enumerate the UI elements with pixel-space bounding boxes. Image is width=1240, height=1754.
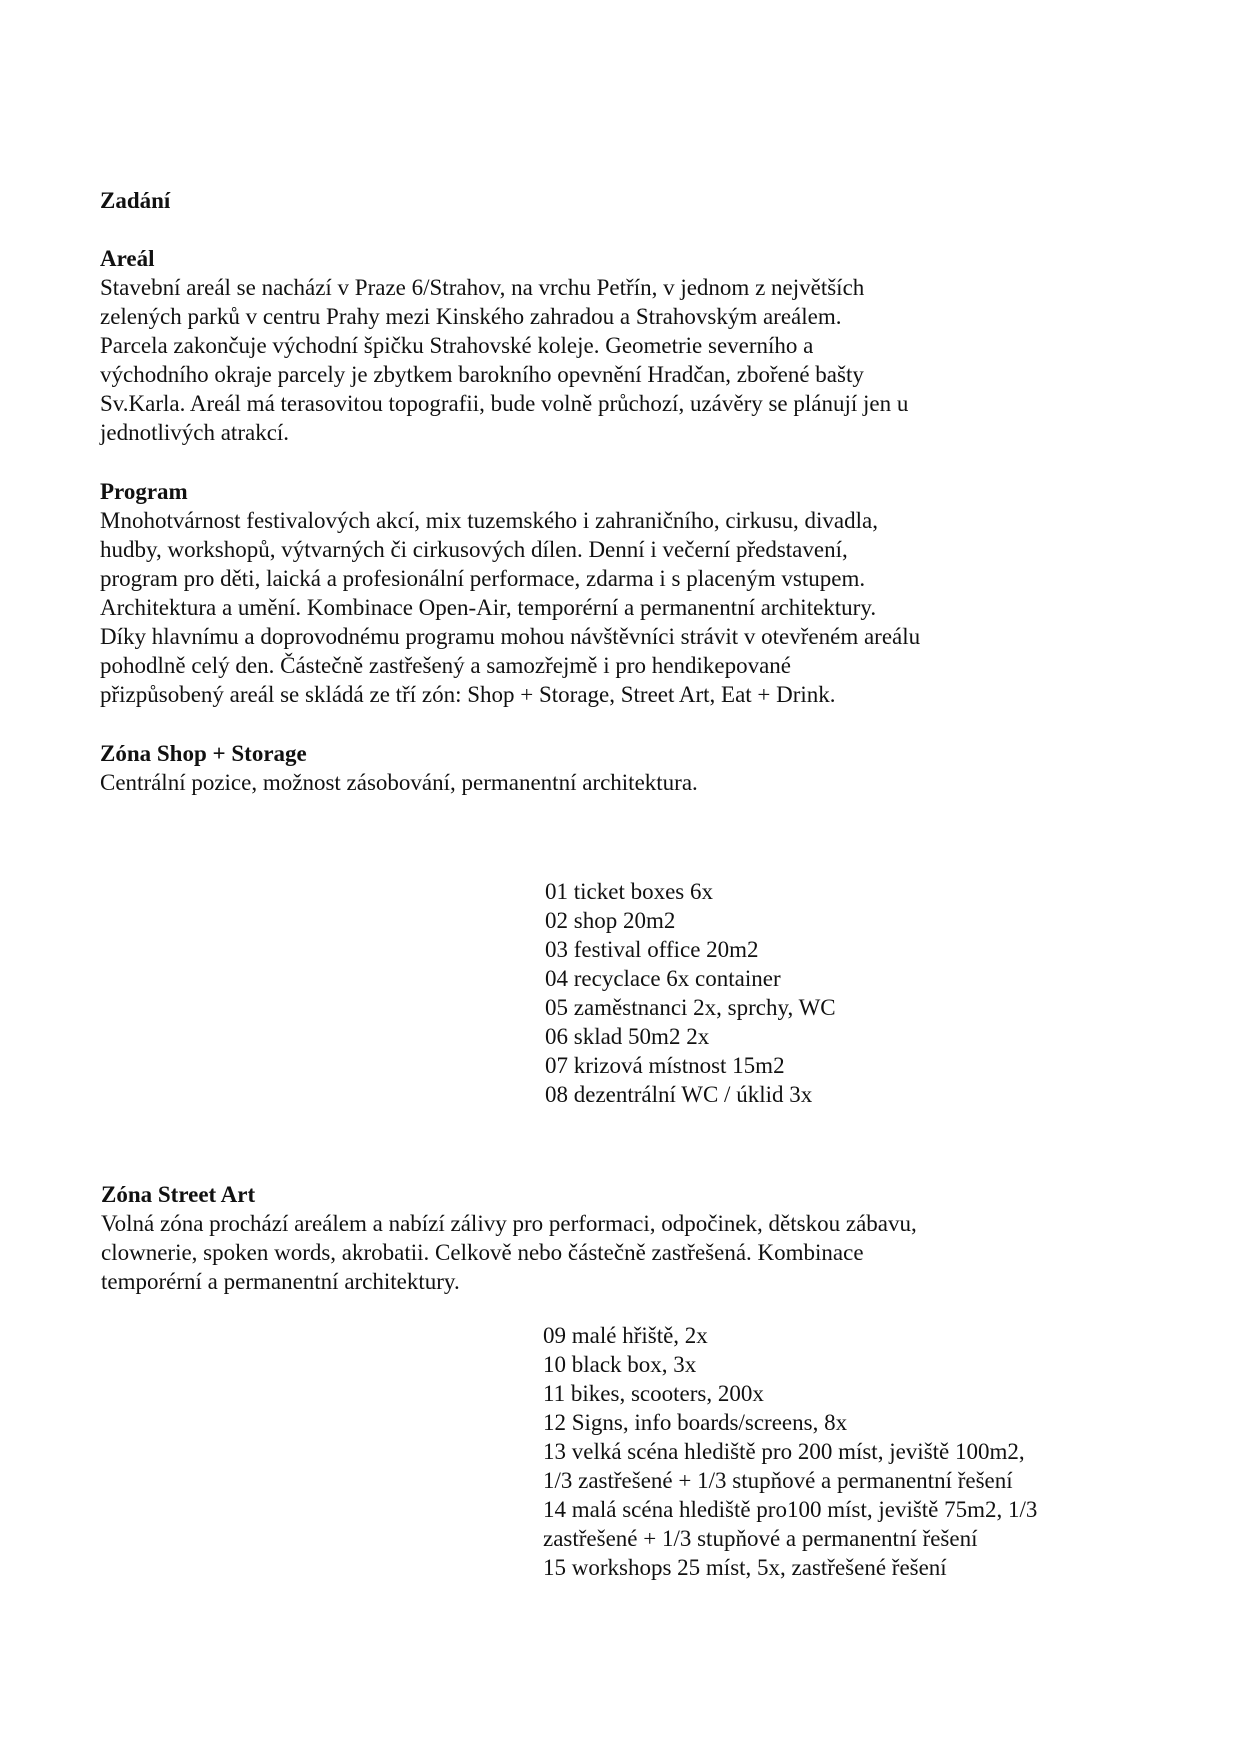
title-text: Zadání: [100, 188, 171, 213]
paragraph-line: pohodlně celý den. Částečně zastřešený a samozřejmě i pro hendikepované: [100, 653, 792, 678]
paragraph-line: zelených parků v centru Prahy mezi Kinského zahradou a Strahovským areálem.: [100, 304, 842, 329]
section-program: [100, 477, 920, 709]
section-zone-street-art: [101, 1180, 917, 1296]
list-zone-shop: [545, 877, 836, 1109]
section-heading-zone-shop: Zóna Shop + Storage: [100, 741, 307, 766]
paragraph-line: clownerie, spoken words, akrobatii. Celkově nebo částečně zastřešená. Kombinace: [101, 1240, 864, 1265]
list-item: 11 bikes, scooters, 200x: [543, 1381, 764, 1406]
paragraph-line: hudby, workshopů, výtvarných či cirkusových dílen. Denní i večerní představení,: [100, 537, 848, 562]
paragraph-line: přizpůsobený areál se skládá ze tří zón: Shop + Storage, Street Art, Eat + Drink.: [100, 682, 836, 707]
list-item: 14 malá scéna hlediště pro100 míst, jeviště 75m2, 1/3: [543, 1497, 1038, 1522]
list-item: 1/3 zastřešené + 1/3 stupňové a permanentní řešení: [543, 1468, 1013, 1493]
page-title: [100, 186, 170, 215]
paragraph-line: jednotlivých atrakcí.: [100, 420, 290, 445]
paragraph-line: Mnohotvárnost festivalových akcí, mix tuzemského i zahraničního, cirkusu, divadla,: [100, 508, 878, 533]
section-heading-program: Program: [100, 479, 188, 504]
list-item: 03 festival office 20m2: [545, 937, 759, 962]
list-item: 15 workshops 25 míst, 5x, zastřešené řešení: [543, 1555, 947, 1580]
section-heading-zone-street-art: Zóna Street Art: [101, 1182, 256, 1207]
list-zone-street-art: [543, 1321, 1037, 1582]
paragraph-line: Díky hlavnímu a doprovodnému programu mohou návštěvníci strávit v otevřeném areálu: [100, 624, 921, 649]
list-item: 01 ticket boxes 6x: [545, 879, 713, 904]
list-item: 05 zaměstnanci 2x, sprchy, WC: [545, 995, 836, 1020]
list-item: 06 sklad 50m2 2x: [545, 1024, 710, 1049]
paragraph-line: temporérní a permanentní architektury.: [101, 1269, 460, 1294]
list-item: 08 dezentrální WC / úklid 3x: [545, 1082, 813, 1107]
paragraph-line: Stavební areál se nachází v Praze 6/Strahov, na vrchu Petřín, v jednom z největších: [100, 275, 865, 300]
section-areal: [100, 244, 908, 447]
section-heading-areal: Areál: [100, 246, 155, 271]
list-item: zastřešené + 1/3 stupňové a permanentní řešení: [543, 1526, 978, 1551]
list-item: 13 velká scéna hlediště pro 200 míst, jeviště 100m2,: [543, 1439, 1025, 1464]
paragraph-line: Centrální pozice, možnost zásobování, permanentní architektura.: [100, 770, 698, 795]
list-item: 09 malé hřiště, 2x: [543, 1323, 708, 1348]
list-item: 12 Signs, info boards/screens, 8x: [543, 1410, 848, 1435]
paragraph-line: program pro děti, laická a profesionální performace, zdarma i s placeným vstupem.: [100, 566, 866, 591]
paragraph-line: Volná zóna prochází areálem a nabízí zálivy pro performaci, odpočinek, dětskou zábavu,: [101, 1211, 917, 1236]
list-item: 04 recyclace 6x container: [545, 966, 781, 991]
list-item: 02 shop 20m2: [545, 908, 676, 933]
paragraph-line: Sv.Karla. Areál má terasovitou topografii, bude volně průchozí, uzávěry se plánují jen u: [100, 391, 909, 416]
list-item: 07 krizová místnost 15m2: [545, 1053, 785, 1078]
section-zone-shop: [100, 739, 698, 797]
paragraph-line: Parcela zakončuje východní špičku Strahovské koleje. Geometrie severního a: [100, 333, 814, 358]
list-item: 10 black box, 3x: [543, 1352, 697, 1377]
paragraph-line: Architektura a umění. Kombinace Open-Air, temporérní a permanentní architektury.: [100, 595, 877, 620]
paragraph-line: východního okraje parcely je zbytkem barokního opevnění Hradčan, zbořené bašty: [100, 362, 864, 387]
